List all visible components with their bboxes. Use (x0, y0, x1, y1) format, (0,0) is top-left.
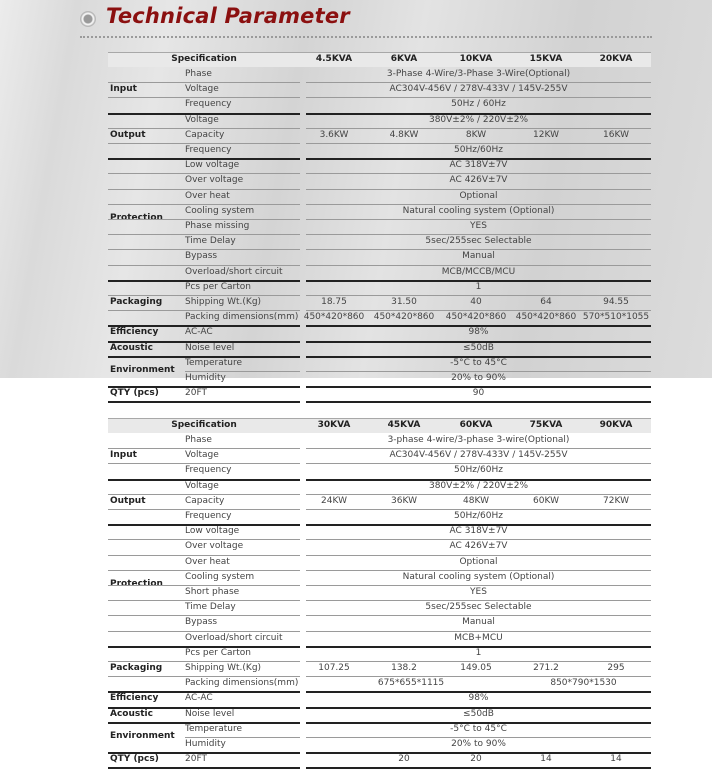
category-input: Input (110, 84, 137, 95)
param-label: Temperature (185, 357, 243, 368)
value-cell: 1 (475, 647, 482, 658)
value-cell: AC304V-456V / 278V-433V / 145V-255V (389, 84, 568, 95)
value-cell: 60KW (533, 495, 559, 506)
qty-cell: 90 (472, 388, 485, 399)
dims-cell: 450*420*860 (515, 312, 577, 323)
value-cell: 8KW (465, 129, 487, 140)
value-cell: ≤50dB (463, 342, 494, 353)
param-label: Phase (185, 435, 212, 445)
value-cell: 18.75 (321, 297, 347, 307)
param-label: Noise level (185, 342, 235, 353)
category-output: Output (110, 495, 146, 506)
qty-cell: 20 (470, 754, 482, 765)
param-label: AC-AC (185, 327, 213, 338)
value-cell: 31.50 (391, 297, 417, 307)
category-protection: Protection (110, 579, 163, 590)
value-cell: Manual (462, 251, 495, 262)
bullet-circle-icon (80, 11, 96, 27)
value-cell: YES (470, 587, 487, 597)
param-label: Low voltage (185, 526, 240, 537)
dims-cell: 450*420*860 (373, 312, 435, 323)
value-cell: AC 318V±7V (449, 526, 508, 537)
param-label: Pcs per Carton (185, 281, 251, 292)
model-header: 75KVA (529, 420, 563, 430)
value-cell: AC 426V±7V (449, 175, 508, 186)
param-label: Frequency (185, 145, 232, 155)
param-label: Over heat (185, 556, 230, 567)
param-label: 20FT (185, 388, 207, 399)
param-label: Shipping Wt.(Kg) (185, 663, 262, 673)
param-label: Frequency (185, 465, 232, 476)
value-cell: MCB/MCCB/MCU (441, 266, 516, 277)
dims-cell: 850*790*1530 (550, 678, 617, 689)
group-divider (306, 767, 651, 769)
param-label: Humidity (185, 373, 226, 383)
value-cell: AC 318V±7V (449, 160, 508, 171)
param-label: Frequency (185, 511, 232, 521)
value-cell: 64 (540, 297, 552, 307)
value-cell: 16KW (603, 129, 629, 140)
param-label: Packing dimensions(mm) (185, 678, 299, 689)
page-title: Technical Parameter (106, 4, 350, 28)
model-header: 45KVA (387, 420, 421, 430)
value-cell: Natural cooling system (Optional) (402, 205, 555, 216)
value-cell: 98% (468, 693, 489, 704)
value-cell: 4.8KW (389, 129, 419, 140)
model-header: 10KVA (459, 54, 493, 64)
value-cell: 20% to 90% (451, 739, 506, 749)
category-protection: Protection (110, 213, 163, 224)
model-header: 90KVA (599, 420, 633, 430)
param-label: Time Delay (185, 236, 236, 247)
category-qty: QTY (pcs) (110, 388, 159, 399)
param-label: Shipping Wt.(Kg) (185, 297, 262, 307)
param-label: Frequency (185, 99, 232, 110)
param-label: Phase (185, 69, 212, 79)
category-environment: Environment (110, 731, 175, 742)
value-cell: 36KW (391, 495, 417, 506)
param-label: Packing dimensions(mm) (185, 312, 299, 323)
param-label: Noise level (185, 708, 235, 719)
value-cell: Optional (459, 190, 498, 201)
value-cell: 5sec/255sec Selectable (425, 236, 532, 247)
param-label: Overload/short circuit (185, 632, 283, 643)
param-label: AC-AC (185, 693, 213, 704)
dims-cell: 675*655*1115 (377, 678, 445, 689)
value-cell: 20% to 90% (451, 373, 506, 383)
group-divider (306, 401, 651, 403)
value-cell: 24KW (321, 495, 347, 506)
value-cell: 3-Phase 4-Wire/3-Phase 3-Wire(Optional) (386, 69, 571, 79)
value-cell: 12KW (533, 129, 559, 140)
model-header: 20KVA (599, 54, 633, 64)
table-header-row (108, 418, 651, 433)
param-label: Over heat (185, 190, 230, 201)
value-cell: Natural cooling system (Optional) (402, 571, 555, 582)
value-cell: 380V±2% / 220V±2% (428, 114, 529, 125)
section-header (80, 4, 652, 40)
category-packaging: Packaging (110, 663, 163, 673)
model-header: 4.5KVA (315, 54, 353, 64)
value-cell: 271.2 (533, 663, 559, 673)
value-cell: Manual (462, 617, 495, 628)
value-cell: 48KW (463, 495, 489, 506)
value-cell: 5sec/255sec Selectable (425, 602, 532, 613)
value-cell: Optional (459, 556, 498, 567)
value-cell: 50Hz / 60Hz (451, 99, 506, 110)
value-cell: MCB+MCU (454, 632, 503, 643)
param-label: Low voltage (185, 160, 240, 171)
category-input: Input (110, 450, 137, 461)
value-cell: -5°C to 45°C (450, 723, 507, 734)
param-label: Pcs per Carton (185, 647, 251, 658)
value-cell: 94.55 (603, 297, 629, 307)
param-label: Bypass (185, 617, 218, 628)
value-cell: -5°C to 45°C (450, 357, 507, 368)
value-cell: YES (470, 221, 487, 231)
category-qty: QTY (pcs) (110, 754, 159, 765)
value-cell: AC 426V±7V (449, 541, 508, 552)
value-cell: 1 (475, 281, 482, 292)
param-label: Voltage (185, 84, 219, 95)
category-environment: Environment (110, 365, 175, 376)
title-divider (80, 36, 652, 38)
qty-cell: 14 (540, 754, 552, 765)
param-label: Voltage (185, 450, 219, 461)
param-label: Humidity (185, 739, 226, 749)
param-label: Capacity (185, 495, 225, 506)
dims-cell: 570*510*1055 (582, 312, 650, 323)
qty-cell: 20 (398, 754, 410, 765)
value-cell: 50Hz/60Hz (454, 465, 503, 476)
param-label: 20FT (185, 754, 207, 765)
param-label: Time Delay (185, 602, 236, 613)
dims-cell: 450*420*860 (445, 312, 507, 323)
category-output: Output (110, 129, 146, 140)
category-acoustic: Acoustic (110, 342, 153, 353)
param-label: Phase missing (185, 221, 250, 231)
model-header: 30KVA (317, 420, 351, 430)
value-cell: 380V±2% / 220V±2% (428, 480, 529, 491)
param-label: Bypass (185, 251, 218, 262)
value-cell: 72KW (603, 495, 629, 506)
category-efficiency: Efficiency (110, 693, 159, 704)
value-cell: 50Hz/60Hz (454, 511, 503, 521)
specification-header: Specification (171, 54, 237, 64)
value-cell: 50Hz/60Hz (454, 145, 503, 155)
category-acoustic: Acoustic (110, 708, 153, 719)
param-label: Capacity (185, 129, 225, 140)
qty-cell: 14 (610, 754, 622, 765)
model-header: 15KVA (529, 54, 563, 64)
value-cell: 3-phase 4-wire/3-phase 3-wire(Optional) (387, 435, 570, 445)
param-label: Cooling system (185, 571, 255, 582)
group-divider (108, 767, 300, 769)
dims-cell: 450*420*860 (303, 312, 365, 323)
value-cell: 98% (468, 327, 489, 338)
value-cell: 3.6KW (319, 129, 349, 140)
param-label: Overload/short circuit (185, 266, 283, 277)
model-header: 6KVA (390, 54, 418, 64)
model-header: 60KVA (459, 420, 493, 430)
value-cell: AC304V-456V / 278V-433V / 145V-255V (389, 450, 568, 461)
group-divider (108, 401, 300, 403)
param-label: Over voltage (185, 541, 244, 552)
table-header-row (108, 52, 651, 67)
param-label: Voltage (185, 114, 219, 125)
param-label: Voltage (185, 480, 219, 491)
specification-header: Specification (171, 420, 237, 430)
value-cell: 40 (470, 297, 482, 307)
value-cell: 295 (607, 663, 625, 673)
param-label: Over voltage (185, 175, 244, 186)
value-cell: 149.05 (460, 663, 492, 673)
param-label: Cooling system (185, 205, 255, 216)
param-label: Temperature (185, 723, 243, 734)
value-cell: 107.25 (318, 663, 350, 673)
value-cell: ≤50dB (463, 708, 494, 719)
value-cell: 138.2 (391, 663, 417, 673)
category-packaging: Packaging (110, 297, 163, 307)
category-efficiency: Efficiency (110, 327, 159, 338)
param-label: Short phase (185, 587, 240, 597)
